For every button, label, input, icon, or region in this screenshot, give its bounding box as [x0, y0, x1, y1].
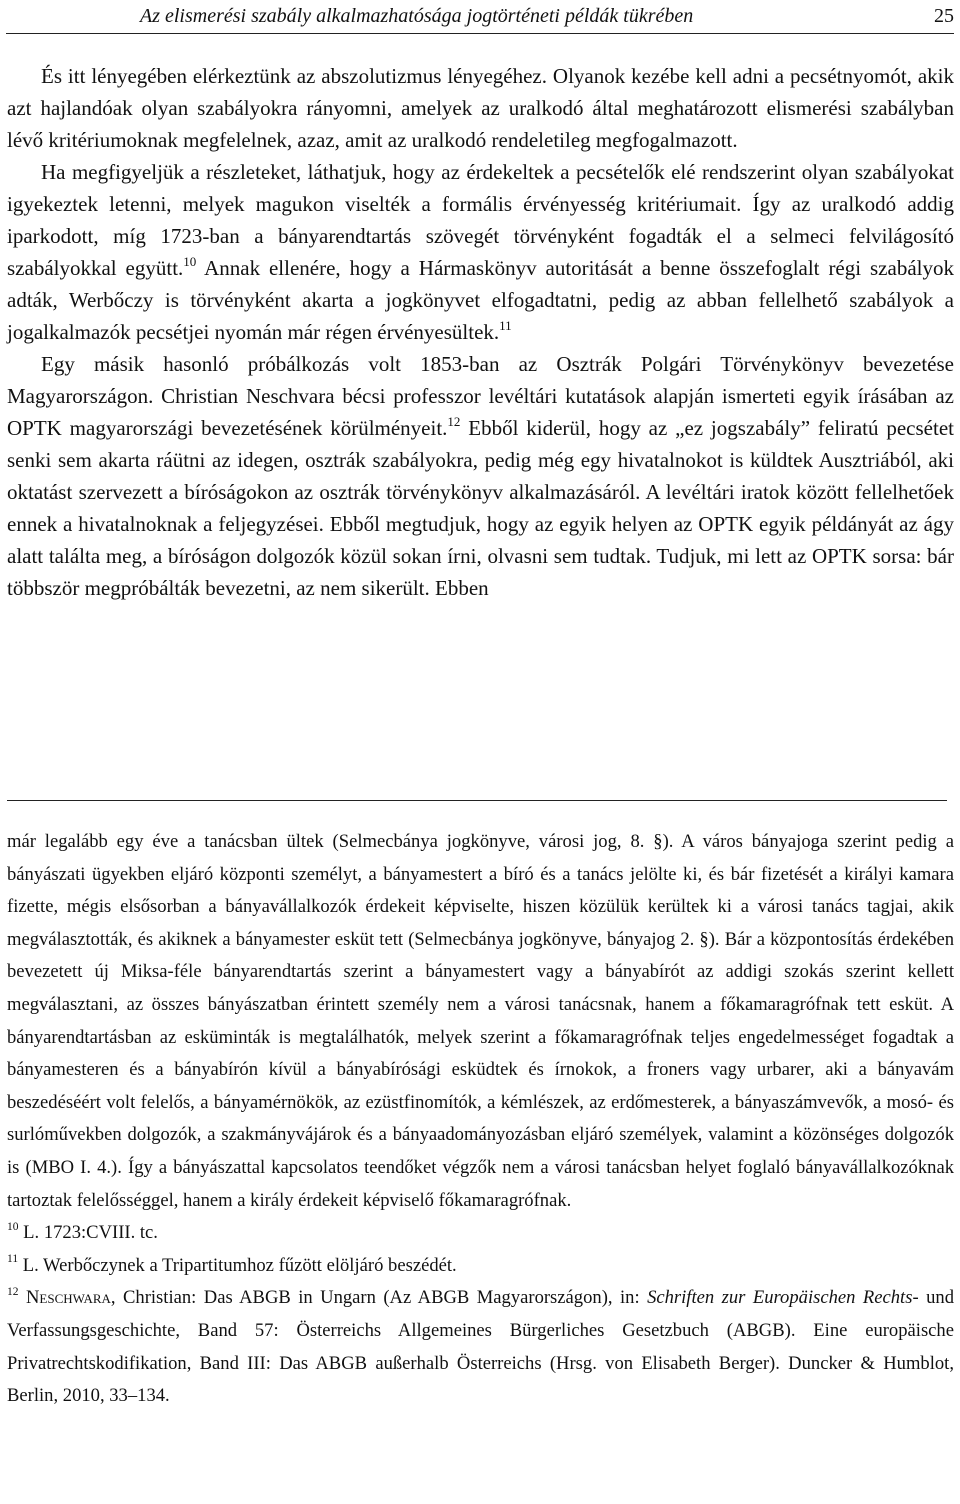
footnote-continuation: már legalább egy éve a tanácsban ültek (Selmecbánya jogkönyve, városi jog, 8. §). A város bányajoga szerint pedig a bányászati ügyekben eljáró központi személyt, a bányamestert a bíró és a tanács jelölte ki, és bár fizetését a királyi kamara fizette, mégis elsősorban a bányavállalkozók érdekeit képviselte, hiszen közülük kerültek ki a városi tanács tagjai, akik megválasztották, és akiknek a bányamester esküt tett (Selmecbánya jogkönyve, bányajog 2. §). Bár a központosítás érdekében bevezetett új Miksa-féle bányarendtartás szerint a bányamestert vagy a bányabírót az addigi szokás szerint kellett megválasztani, az összes bányászatban érintett személy nem a városi tanácsnak, hanem a főkamaragrófnak tett esküt. A bányarendtartásban az esküminták is megtalálhatók, melyek szerint a főkamaragrófnak teljes engedelmességet fogadtak a bányamesteren és a bányabírón kívül a bányabírósági esküdtek és írnokok, a froners vagy urbarer, aki a bányavám beszedéséért volt felelős, a bányamérnökök, az ezüstfinomítók, a kémlészek, az erdőmesterek, a bányaszámvevők, a mosó- és surlóművekben dolgozók, a szakmányvájárok és a bányaadományozásban eljáró személyek, valamint a közönséges dolgozók is (MBO I. 4.). Így a bányászattal kapcsolatos teendőket végzők nem a városi tanácsban helyet foglaló bányavállalkozóknak tartoztak felelősséggel, hanem a király érdekeit képviselő főkamaragrófnak.: [7, 831, 954, 1211]
footnote-12-text-b: und Verfassungsgeschichte, Band 57: Österreichs Allgemeines Bürgerliches Gesetzbuch (ABGB). Eine europäische Privatrechtskodifikation, Band III: Das ABGB außerhalb Österreichs (Hrsg. von Elisabeth Berger). Duncker & Humblot, Berlin, 2010, 33–134.: [7, 1287, 954, 1407]
footnote-11-number: 11: [7, 1253, 19, 1266]
paragraph-3: [7, 348, 954, 604]
footnote-divider: [7, 800, 947, 801]
footnote-10-text: L. 1723:CVIII. tc.: [18, 1222, 158, 1244]
footnote-11: [7, 1250, 954, 1283]
footnote-12: [7, 1282, 954, 1412]
running-title: Az elismerési szabály alkalmazhatósága jogtörténeti példák tükrében: [140, 5, 694, 27]
footnote-10-number: 10: [7, 1220, 19, 1233]
header-divider: [6, 33, 954, 34]
footnote-ref-12[interactable]: 12: [447, 413, 461, 429]
footnote-ref-11[interactable]: 11: [499, 317, 512, 333]
footnote-12-text-a: , Christian: Das ABGB in Ungarn (Az ABGB Magyarországon), in:: [110, 1287, 648, 1309]
running-header: [6, 4, 954, 30]
footnote-12-author: Neschwara: [25, 1287, 111, 1309]
paragraph-3-text-a: Egy másik hasonló próbálkozás volt 1853-ban az Osztrák Polgári Törvénykönyv bevezetése Magyarországon. Christian Neschvara bécsi professzor levéltári kutatások alapján ismerteti egyik írásában az OPTK magyarországi bevezetésének körülményeit.: [7, 352, 954, 440]
paragraph-2-text-a: Ha megfigyeljük a részleteket, láthatjuk, hogy az érdekeltek a pecsételők elé rendszerint olyan szabályokat igyekeztek letenni, melyek magukon viselték a formális érvényesség kritériumait. Így az uralkodó addig iparkodott, míg 1723-ban a bányarendtartás szövegét törvényként fogadták el a selmeci felvilágosító szabályokkal együtt.: [7, 160, 954, 280]
footnote-10: [7, 1217, 954, 1250]
paragraph-2-text-b: Annak ellenére, hogy a Hármaskönyv autoritását a benne összefoglalt régi szabályok adták, Werbőczy is törvényként akarta a jogkönyvet elfogadtatni, pedig az abban fellelhető szabályok a jogalkalmazók pecsétjei nyomán már régen érvényesültek.: [7, 256, 954, 344]
footnote-12-number: 12: [7, 1285, 19, 1298]
footnote-11-text: L. Werbőczynek a Tripartitumhoz fűzött elöljáró beszédét.: [18, 1254, 457, 1276]
paragraph-3-text-b: Ebből kiderül, hogy az „ez jogszabály” feliratú pecsétet senki sem akarta ráütni az idegen, osztrák szabályokra, pedig még egy hivatalnokot is küldtek Ausztriából, aki oktatást szervezett a bíróságokon az osztrák törvénykönyv alkalmazásáról. A levéltári iratok között fellelhetőek ennek a hivatalnoknak a feljegyzései. Ebből megtudjuk, hogy az egyik helyen az OPTK egyik példányát az ágy alatt találta meg, a bíróságon dolgozók közül sokan írni, olvasni sem tudtak. Tudjuk, mi lett az OPTK sorsa: bár többször megpróbálták bevezetni, az nem sikerült. Ebben: [7, 416, 954, 600]
main-text: [7, 60, 954, 604]
footnotes: [7, 826, 954, 1413]
footnote-ref-10[interactable]: 10: [183, 253, 197, 269]
paragraph-1: És itt lényegében elérkeztünk az abszolutizmus lényegéhez. Olyanok kezébe kell adni a pecsétnyomót, akik azt hajlandóak olyan szabályokra rányomni, amelyek az uralkodó által meghatározott elismerési szabályban lévő kritériumoknak megfelelnek, azaz, amit az uralkodó rendeletileg megfogalmazott.: [7, 64, 954, 152]
page-number: 25: [934, 5, 954, 27]
paragraph-2: [7, 156, 954, 348]
footnote-12-series: Schriften zur Europäischen Rechts-: [647, 1287, 919, 1309]
